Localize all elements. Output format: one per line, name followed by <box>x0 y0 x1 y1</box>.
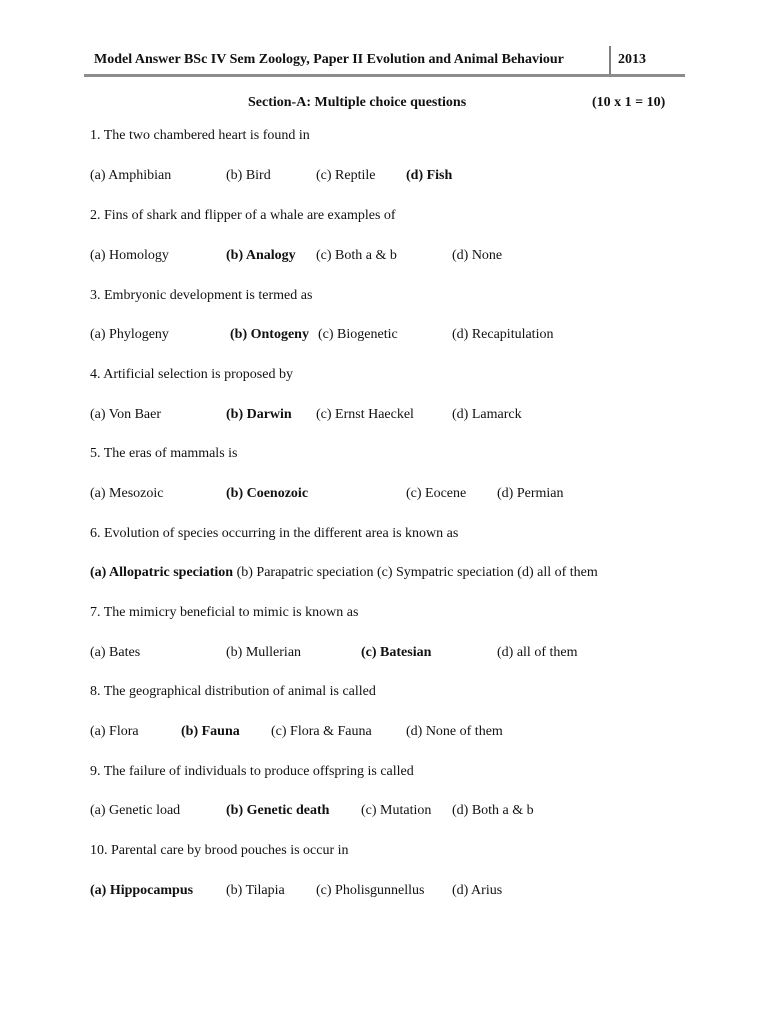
option-c: (c) Eocene <box>406 486 467 501</box>
option-a: (a) Homology <box>90 248 169 263</box>
question-text: 4. Artificial selection is proposed by <box>90 367 293 382</box>
option-d: (d) Recapitulation <box>452 327 554 342</box>
option-a: (a) Flora <box>90 724 139 739</box>
option-a-correct: (a) Allopatric speciation <box>90 565 234 580</box>
option-b: (b) Parapatric speciation <box>236 565 374 580</box>
header-divider <box>609 46 611 76</box>
header-rule <box>84 74 685 77</box>
option-a-correct: (a) Hippocampus <box>90 883 194 898</box>
option-b-correct: (b) Fauna <box>181 724 240 739</box>
option-b-correct: (b) Coenozoic <box>226 486 309 501</box>
option-d: (d) Both a & b <box>452 803 534 818</box>
question-text: 9. The failure of individuals to produce offspring is called <box>90 764 414 779</box>
option-b-correct: (b) Darwin <box>226 407 292 422</box>
option-b: (b) Bird <box>226 168 271 183</box>
question-text: 3. Embryonic development is termed as <box>90 288 313 303</box>
option-d: (d) None <box>452 248 503 263</box>
section-marks: (10 x 1 = 10) <box>592 95 666 110</box>
option-c: (c) Biogenetic <box>318 327 398 342</box>
option-a: (a) Amphibian <box>90 168 172 183</box>
document-title: Model Answer BSc IV Sem Zoology, Paper II Evolution and Animal Behaviour <box>94 52 564 67</box>
option-d: (d) None of them <box>406 724 503 739</box>
question-text: 7. The mimicry beneficial to mimic is known as <box>90 605 359 620</box>
option-d: (d) Permian <box>497 486 564 501</box>
question-text: 6. Evolution of species occurring in the different area is known as <box>90 526 459 541</box>
option-a: (a) Phylogeny <box>90 327 169 342</box>
option-a: (a) Bates <box>90 645 141 660</box>
question-text: 5. The eras of mammals is <box>90 446 238 461</box>
option-c: (c) Both a & b <box>316 248 397 263</box>
option-d: (d) Arius <box>452 883 503 898</box>
option-c: (c) Ernst Haeckel <box>316 407 414 422</box>
option-b-correct: (b) Genetic death <box>226 803 330 818</box>
question-text: 8. The geographical distribution of animal is called <box>90 684 376 699</box>
option-b: (b) Tilapia <box>226 883 285 898</box>
option-d: (d) all of them <box>497 645 578 660</box>
option-c: (c) Mutation <box>361 803 432 818</box>
option-b-correct: (b) Ontogeny <box>230 327 309 342</box>
question-text: 10. Parental care by brood pouches is occur in <box>90 843 349 858</box>
option-row <box>90 565 598 581</box>
document-year: 2013 <box>618 52 646 67</box>
option-a: (a) Von Baer <box>90 407 162 422</box>
section-title: Section-A: Multiple choice questions <box>248 95 467 110</box>
option-d-correct: (d) Fish <box>406 168 453 183</box>
option-d: (d) Lamarck <box>452 407 522 422</box>
option-b: (b) Mullerian <box>226 645 302 660</box>
option-c-correct: (c) Batesian <box>361 645 432 660</box>
option-c: (c) Reptile <box>316 168 376 183</box>
page-header <box>84 46 685 76</box>
option-a: (a) Mesozoic <box>90 486 164 501</box>
option-d: (d) all of them <box>517 565 598 580</box>
question-text: 1. The two chambered heart is found in <box>90 128 310 143</box>
question-text: 2. Fins of shark and flipper of a whale are examples of <box>90 208 396 223</box>
option-c: (c) Pholisgunnellus <box>316 883 425 898</box>
option-c: (c) Sympatric speciation <box>376 565 514 580</box>
option-c: (c) Flora & Fauna <box>271 724 372 739</box>
option-b-correct: (b) Analogy <box>226 248 296 263</box>
option-a: (a) Genetic load <box>90 803 181 818</box>
